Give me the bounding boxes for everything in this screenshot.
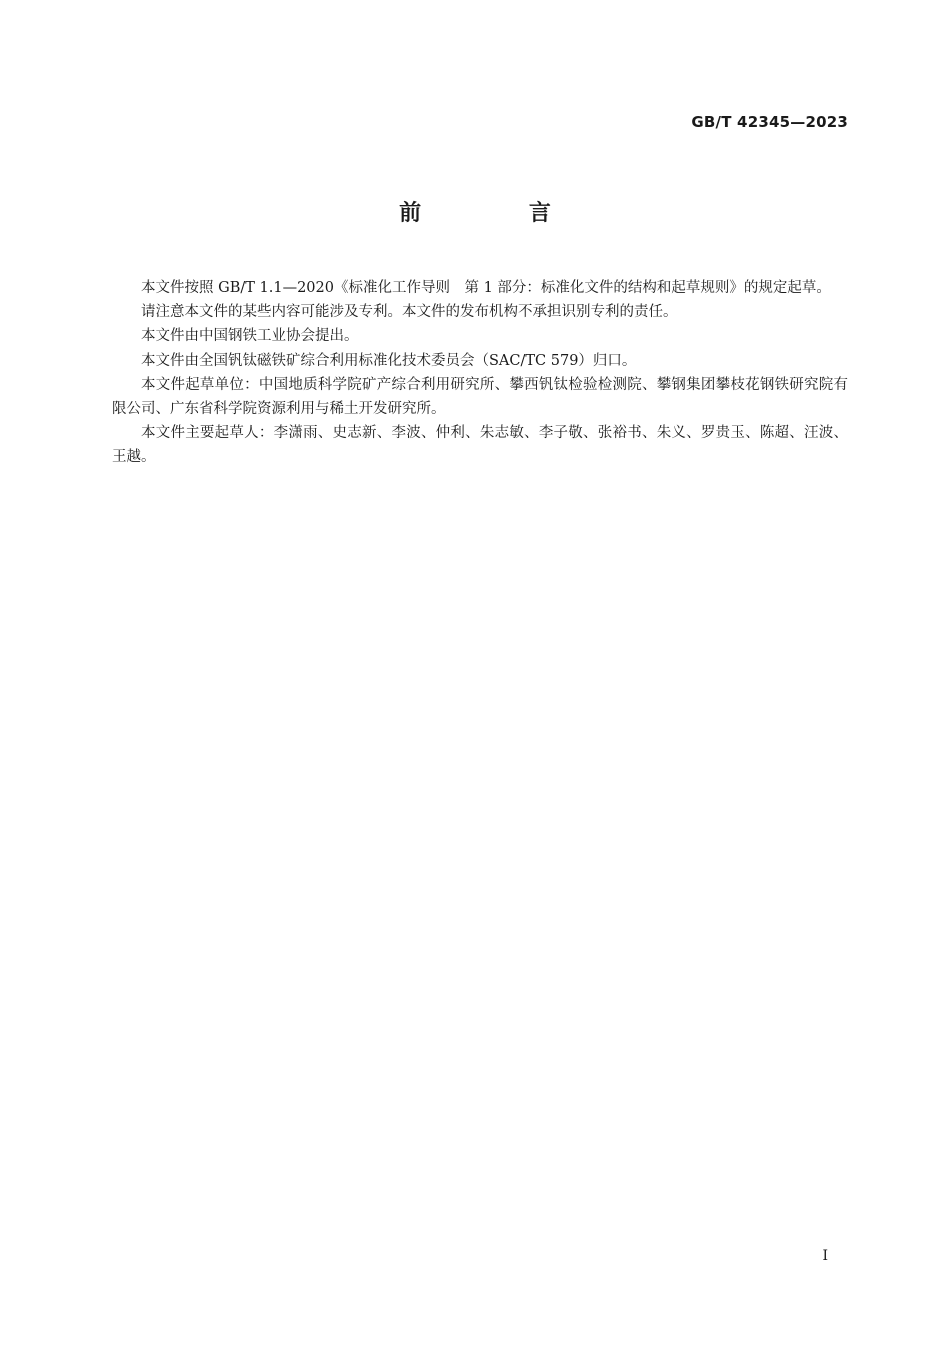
paragraph-administrator: 本文件由全国钒钛磁铁矿综合利用标准化技术委员会（SAC/TC 579）归口。 [141,352,637,369]
page-title: 前 言 [399,201,601,226]
paragraph-drafters: 本文件主要起草人：李潇雨、史志新、李波、仲利、朱志敏、李子敬、张裕书、朱义、罗贵玉、陈超、汪波、王越。 [112,425,848,466]
paragraph-patent-notice: 请注意本文件的某些内容可能涉及专利。本文件的发布机构不承担识别专利的责任。 [141,304,678,321]
standard-code: GB/T 42345—2023 [691,113,848,131]
page-number: I [822,1248,828,1264]
paragraph-drafting-units: 本文件起草单位：中国地质科学院矿产综合利用研究所、攀西钒钛检验检测院、攀钢集团攀枝花钢铁研究院有限公司、广东省科学院资源利用与稀土开发研究所。 [112,376,848,418]
foreword-body [112,276,848,470]
paragraph-drafting-rules: 本文件按照 GB/T 1.1—2020《标准化工作导则 第 1 部分：标准化文件的结构和起草规则》的规定起草。 [141,280,831,296]
paragraph-proposer: 本文件由中国钢铁工业协会提出。 [141,328,359,345]
